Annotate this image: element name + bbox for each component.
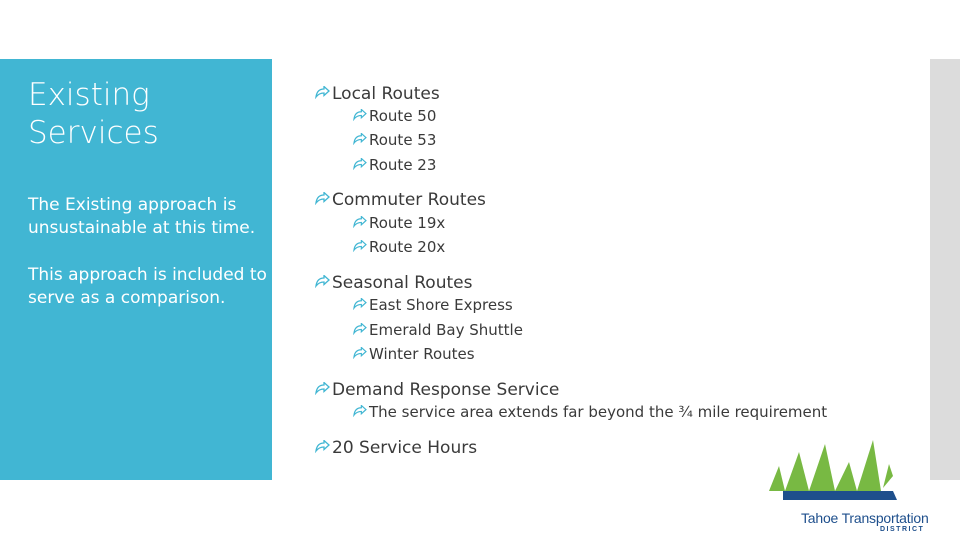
bullet-seasonal-routes: [314, 272, 472, 294]
sub-bullet-route-19x: [352, 213, 445, 233]
sub-bullet-route-20x: [352, 237, 445, 257]
bullet-commuter-routes: [314, 189, 486, 211]
sub-bullet-route-50: [352, 106, 436, 126]
bullet-local-routes-label: Local Routes: [332, 84, 440, 104]
arrow-bullet-icon: [352, 133, 367, 145]
sub-bullet-label: Route 23: [369, 156, 437, 174]
arrow-bullet-icon: [352, 347, 367, 359]
arrow-bullet-icon: [314, 275, 330, 288]
sub-bullet-emerald-bay-shuttle: [352, 320, 523, 340]
arrow-bullet-icon: [352, 323, 367, 335]
arrow-bullet-icon: [314, 440, 330, 453]
sub-bullet-label: Route 50: [369, 107, 437, 125]
sub-bullet-label: Route 19x: [369, 214, 446, 232]
sub-bullet-service-area: [352, 402, 827, 422]
logo-subtitle: DISTRICT: [880, 526, 925, 533]
sub-bullet-winter-routes: [352, 344, 475, 364]
arrow-bullet-icon: [352, 158, 367, 170]
sub-bullet-label: Route 20x: [369, 238, 446, 256]
panel-note-2: This approach is included to serve as a comparison.: [28, 265, 267, 308]
panel-note-1: The Existing approach is unsustainable at this time.: [28, 195, 256, 238]
sub-bullet-label: Emerald Bay Shuttle: [369, 321, 523, 339]
sub-bullet-label: East Shore Express: [369, 296, 513, 314]
bullet-commuter-routes-label: Commuter Routes: [332, 190, 486, 210]
bullet-demand-response-label: Demand Response Service: [332, 380, 560, 400]
sub-bullet-route-23: [352, 155, 436, 175]
sub-bullet-label: Route 53: [369, 131, 437, 149]
sub-bullet-route-53: [352, 130, 436, 150]
sub-bullet-label: Winter Routes: [369, 345, 475, 363]
arrow-bullet-icon: [352, 109, 367, 121]
sub-bullet-label: The service area extends far beyond the ¾ mile requirement: [369, 403, 828, 421]
logo-wordmark: Tahoe Transportation: [801, 510, 929, 526]
bullet-service-hours-label: 20 Service Hours: [332, 438, 478, 458]
arrow-bullet-icon: [352, 405, 367, 417]
slide-title: Existing Services: [28, 77, 159, 151]
arrow-bullet-icon: [352, 298, 367, 310]
bullet-service-hours: [314, 437, 477, 459]
bullet-seasonal-routes-label: Seasonal Routes: [332, 273, 473, 293]
arrow-bullet-icon: [314, 192, 330, 205]
bullet-demand-response: [314, 379, 559, 401]
sub-bullet-east-shore-express: [352, 295, 513, 315]
bullet-local-routes: [314, 83, 440, 105]
arrow-bullet-icon: [314, 86, 330, 99]
arrow-bullet-icon: [352, 240, 367, 252]
arrow-bullet-icon: [352, 216, 367, 228]
arrow-bullet-icon: [314, 382, 330, 395]
right-side-bar: [930, 59, 960, 480]
